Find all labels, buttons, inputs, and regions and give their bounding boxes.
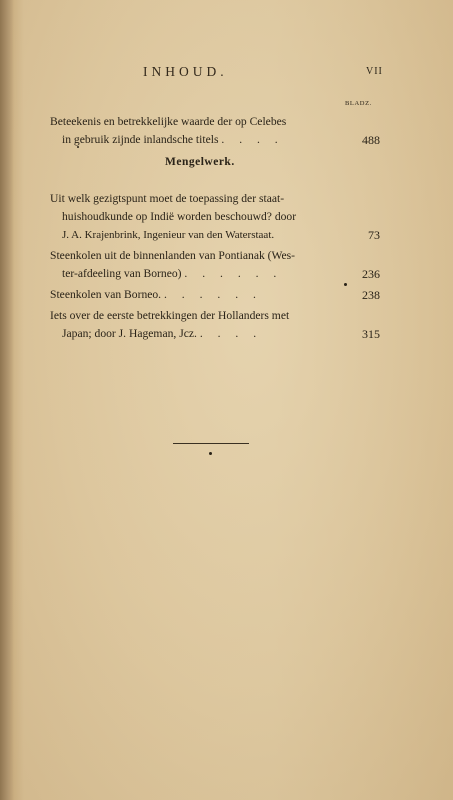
toc-entry-text: Uit welk gezigtspunt moet de toepassing der staat- <box>50 192 285 205</box>
leader-dots: . . . . . . <box>184 267 283 280</box>
page-number: 488 <box>362 133 380 147</box>
leader-dots: . . . . . . <box>164 288 262 301</box>
toc-entry-line <box>50 113 380 131</box>
toc-entry-line <box>62 208 380 226</box>
toc-entry-text: ter-afdeeling van Borneo) <box>62 267 182 280</box>
page-number: 238 <box>362 288 380 302</box>
section-heading: Mengelwerk. <box>165 156 235 168</box>
toc-entry-text: Steenkolen van Borneo. <box>50 288 162 301</box>
toc-entry-text: Steenkolen uit de binnenlanden van Pontianak (Wes- <box>50 249 296 262</box>
closing-rule <box>173 443 249 444</box>
toc-entry-text: Japan; door J. Hageman, Jcz. <box>62 327 197 340</box>
page-number: 73 <box>368 228 380 242</box>
toc-entry-line <box>50 307 380 325</box>
page-title: INHOUD. <box>143 64 228 79</box>
ink-speck <box>344 283 347 286</box>
toc-entry-text: in gebruik zijnde inlandsche titels <box>62 133 219 146</box>
toc-entry-line <box>50 247 380 265</box>
toc-entry-line <box>62 265 380 283</box>
toc-entry-text: Beteekenis en betrekkelijke waarde der op Celebes <box>50 115 287 128</box>
toc-entry-line <box>62 226 380 244</box>
toc-entry-line <box>62 131 380 149</box>
leader-dots: . . . . <box>221 133 284 146</box>
toc-entry-line <box>50 190 380 208</box>
folio-number: VII <box>366 66 383 77</box>
ink-speck <box>77 146 79 148</box>
toc-entry-text: J. A. Krajenbrink, Ingenieur van den Waterstaat. <box>62 229 275 241</box>
toc-entry-text: Iets over de eerste betrekkingen der Hollanders met <box>50 309 290 322</box>
page-column-label: BLADZ. <box>345 100 372 107</box>
page-gutter <box>0 0 14 800</box>
toc-entry-line <box>50 286 380 304</box>
ink-speck <box>209 452 212 455</box>
page-number: 236 <box>362 267 380 281</box>
leader-dots: . . . . <box>199 327 263 340</box>
toc-entry-text: huishoudkunde op Indië worden beschouwd? door <box>62 210 297 223</box>
page-number: 315 <box>362 327 380 341</box>
toc-entry-line <box>62 325 380 343</box>
